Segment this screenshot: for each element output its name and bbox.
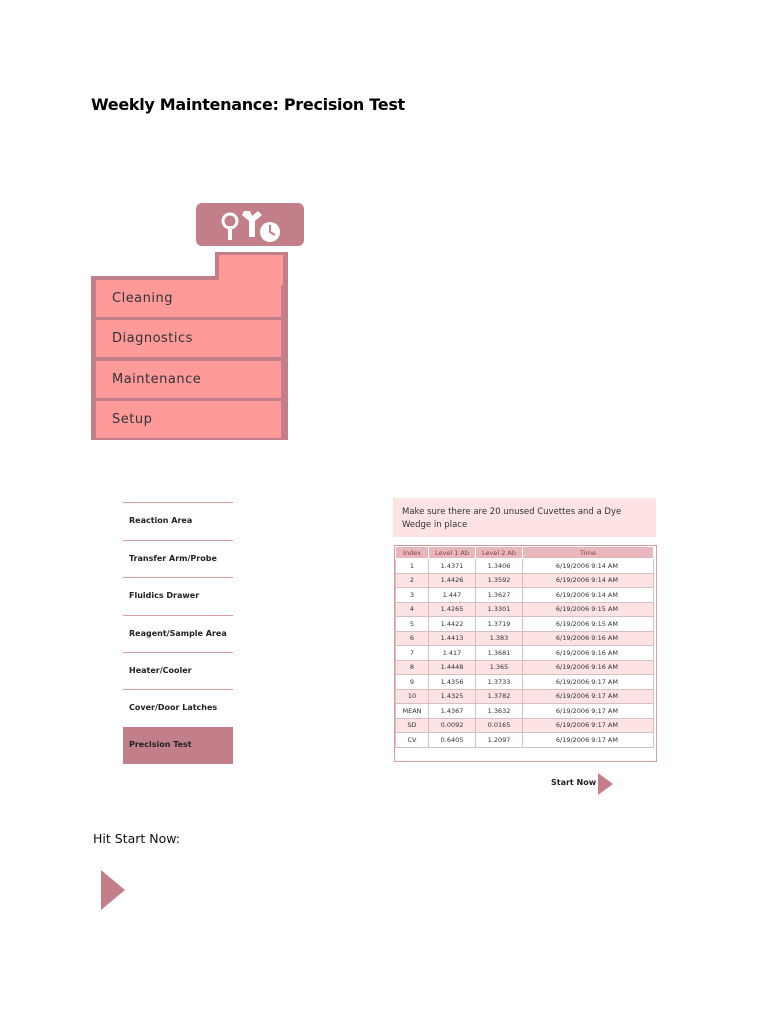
cell-level-2: 1.365 xyxy=(476,660,523,675)
cell-time: 6/19/2006 9:17 AM xyxy=(523,718,654,733)
cell-index: 10 xyxy=(396,689,429,704)
cell-time: 6/19/2006 9:17 AM xyxy=(523,704,654,719)
table-row xyxy=(396,718,654,733)
column-header-level-1: Level 1 Ab xyxy=(429,547,476,559)
cell-time: 6/19/2006 9:14 AM xyxy=(523,573,654,588)
table-row xyxy=(396,646,654,661)
table-row xyxy=(396,631,654,646)
cell-level-2: 1.3406 xyxy=(476,559,523,574)
table-row xyxy=(396,588,654,603)
instruction-banner xyxy=(393,498,656,537)
table-row xyxy=(396,704,654,719)
tools-badge[interactable] xyxy=(196,203,304,246)
cell-index: CV xyxy=(396,733,429,748)
cell-level-1: 1.4371 xyxy=(429,559,476,574)
cell-level-1: 0.0092 xyxy=(429,718,476,733)
cell-time: 6/19/2006 9:14 AM xyxy=(523,559,654,574)
side-item-heater-cooler[interactable]: Heater/Cooler xyxy=(123,652,233,689)
cell-level-1: 0.6405 xyxy=(429,733,476,748)
cell-time: 6/19/2006 9:16 AM xyxy=(523,660,654,675)
page-title: Weekly Maintenance: Precision Test xyxy=(91,95,405,114)
play-arrow-icon xyxy=(101,870,125,910)
cell-level-2: 1.3592 xyxy=(476,573,523,588)
cell-level-1: 1.4422 xyxy=(429,617,476,632)
table-row xyxy=(396,689,654,704)
cell-level-2: 1.383 xyxy=(476,631,523,646)
cell-index: 1 xyxy=(396,559,429,574)
side-item-fluidics-drawer[interactable]: Fluidics Drawer xyxy=(123,577,233,614)
cell-level-2: 1.3782 xyxy=(476,689,523,704)
table-header-row xyxy=(396,547,654,559)
precision-results-table xyxy=(394,545,657,762)
cell-level-1: 1.4413 xyxy=(429,631,476,646)
table-row xyxy=(396,675,654,690)
cell-level-1: 1.4448 xyxy=(429,660,476,675)
cell-time: 6/19/2006 9:17 AM xyxy=(523,675,654,690)
cell-level-1: 1.4367 xyxy=(429,704,476,719)
cell-level-2: 1.3733 xyxy=(476,675,523,690)
cell-level-2: 1.3719 xyxy=(476,617,523,632)
cell-time: 6/19/2006 9:16 AM xyxy=(523,631,654,646)
table-row xyxy=(396,573,654,588)
hint-text: Hit Start Now: xyxy=(93,831,181,846)
cell-level-1: 1.4356 xyxy=(429,675,476,690)
side-item-precision-test[interactable]: Precision Test xyxy=(123,727,233,764)
menu-tab-fill xyxy=(219,255,283,285)
cell-level-1: 1.4265 xyxy=(429,602,476,617)
cell-index: 8 xyxy=(396,660,429,675)
instruction-text: Make sure there are 20 unused Cuvettes and a Dye Wedge in place xyxy=(402,507,622,530)
side-item-reagent-sample-area[interactable]: Reagent/Sample Area xyxy=(123,615,233,652)
cell-time: 6/19/2006 9:15 AM xyxy=(523,602,654,617)
cell-index: SD xyxy=(396,718,429,733)
play-arrow-icon[interactable] xyxy=(598,773,613,795)
cell-index: 6 xyxy=(396,631,429,646)
menu-item-cleaning[interactable]: Cleaning xyxy=(96,280,281,317)
maintenance-menu xyxy=(91,276,288,440)
cell-level-2: 1.2097 xyxy=(476,733,523,748)
cell-time: 6/19/2006 9:14 AM xyxy=(523,588,654,603)
menu-item-diagnostics[interactable]: Diagnostics xyxy=(96,320,281,357)
cell-index: 7 xyxy=(396,646,429,661)
wrench-screwdriver-clock-icon xyxy=(220,207,282,243)
cell-level-1: 1.447 xyxy=(429,588,476,603)
cell-index: 5 xyxy=(396,617,429,632)
menu-item-setup[interactable]: Setup xyxy=(96,401,281,438)
cell-index: 2 xyxy=(396,573,429,588)
cell-level-1: 1.4426 xyxy=(429,573,476,588)
table-row xyxy=(396,660,654,675)
cell-level-1: 1.4325 xyxy=(429,689,476,704)
cell-time: 6/19/2006 9:17 AM xyxy=(523,733,654,748)
cell-index: 9 xyxy=(396,675,429,690)
side-item-cover-door-latches[interactable]: Cover/Door Latches xyxy=(123,689,233,726)
table-row xyxy=(396,602,654,617)
column-header-level-2: Level 2 Ab xyxy=(476,547,523,559)
cell-index: 3 xyxy=(396,588,429,603)
cell-time: 6/19/2006 9:15 AM xyxy=(523,617,654,632)
side-item-transfer-arm-probe[interactable]: Transfer Arm/Probe xyxy=(123,540,233,577)
cell-time: 6/19/2006 9:16 AM xyxy=(523,646,654,661)
cell-level-2: 1.3627 xyxy=(476,588,523,603)
cell-level-2: 1.3632 xyxy=(476,704,523,719)
cell-level-2: 1.3681 xyxy=(476,646,523,661)
table-row xyxy=(396,617,654,632)
cell-index: MEAN xyxy=(396,704,429,719)
table-row xyxy=(396,733,654,748)
side-item-reaction-area[interactable]: Reaction Area xyxy=(123,502,233,539)
start-now-label[interactable]: Start Now xyxy=(551,778,597,787)
cell-level-2: 1.3301 xyxy=(476,602,523,617)
table-row xyxy=(396,559,654,574)
column-header-index: Index xyxy=(396,547,429,559)
menu-item-maintenance[interactable]: Maintenance xyxy=(96,361,281,398)
column-header-time: Time xyxy=(523,547,654,559)
cell-index: 4 xyxy=(396,602,429,617)
cell-time: 6/19/2006 9:17 AM xyxy=(523,689,654,704)
cell-level-2: 0.0165 xyxy=(476,718,523,733)
cell-level-1: 1.417 xyxy=(429,646,476,661)
